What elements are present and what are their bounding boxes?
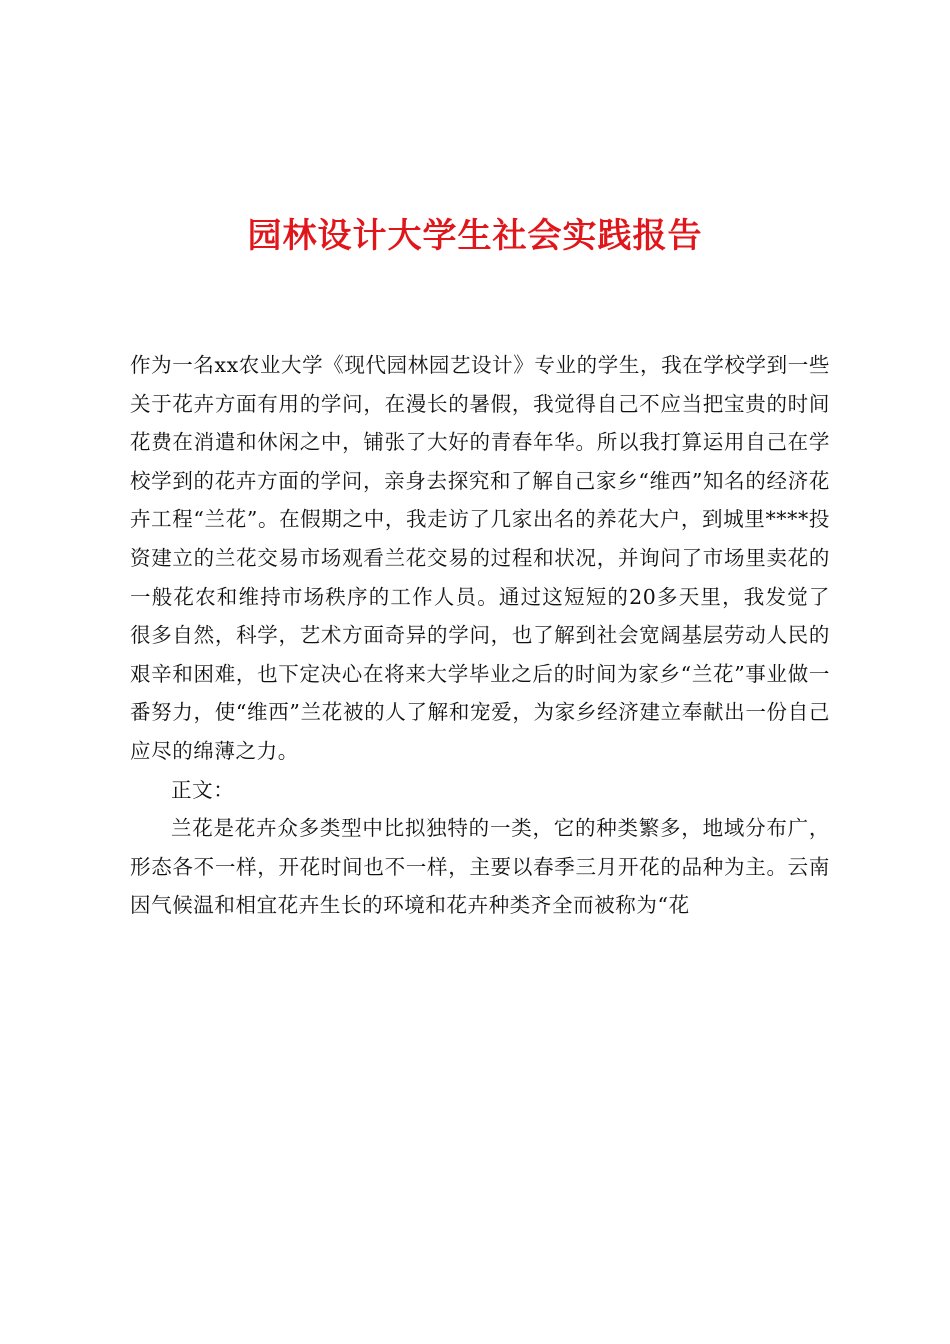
document-body — [130, 346, 830, 925]
body-paragraph: 兰花是花卉众多类型中比拟独特的一类，它的种类繁多，地域分布广，形态各不一样，开花时间也不一样，主要以春季三月开花的品种为主。云南因气候温和相宜花卉生长的环境和花卉种类齐全而被称为“花 — [130, 816, 830, 918]
section-heading-main-text: 正文： — [171, 777, 235, 802]
document-title: 园林设计大学生社会实践报告 — [247, 216, 703, 256]
intro-paragraph: 作为一名xx农业大学《现代园林园艺设计》专业的学生，我在学校学到一些关于花卉方面有用的学问，在漫长的暑假，我觉得自己不应当把宝贵的时间花费在消遣和休闲之中，铺张了大好的青春年华。所以我打算运用自己在学校学到的花卉方面的学问，亲身去探究和了解自己家乡“维西”知名的经济花卉工程“兰花”。在假期之中，我走访了几家出名的养花大户，到城里****投资建立的兰花交易市场观看兰花交易的过程和状况，并询问了市场里卖花的一般花农和维持市场秩序的工作人员。通过这短短的20多天里，我发觉了很多自然，科学，艺术方面奇异的学问，也了解到社会宽阔基层劳动人民的艰辛和困难，也下定决心在将来大学毕业之后的时间为家乡“兰花”事业做一番努力，使“维西”兰花被的人了解和宠爱，为家乡经济建立奉献出一份自己应尽的绵薄之力。 — [130, 353, 830, 763]
